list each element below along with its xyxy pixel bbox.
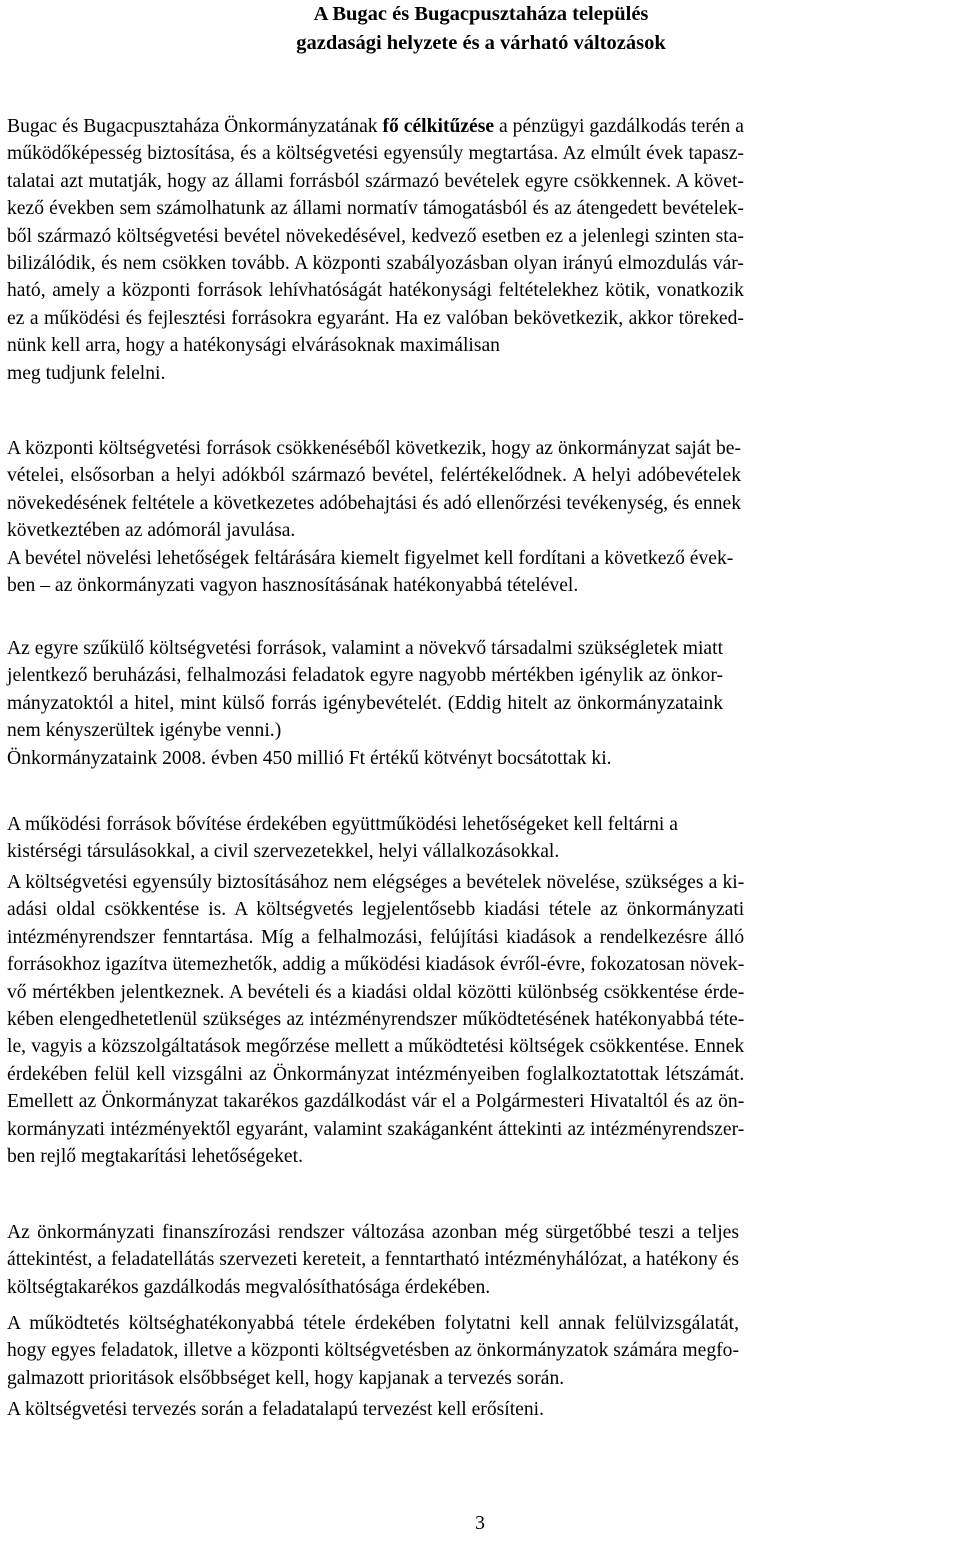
paragraph-line: A bevétel növelési lehetőségek feltárására kiemelt figyelmet kell fordítani a következő évek-: [7, 548, 734, 569]
paragraph-line: talatai azt mutatják, hogy az állami forrásból származó bevételek egyre csökkennek. A követ-: [7, 170, 744, 192]
paragraph-budget-balance: [7, 869, 744, 1170]
paragraph-line: A költségvetési tervezés során a feladatalapú tervezést kell erősíteni.: [7, 1399, 544, 1420]
paragraph-line: ben – az önkormányzati vagyon hasznosításának hatékonyabbá tételével.: [7, 575, 579, 597]
paragraph-line: ható, amely a központi források lehívhatóságát hatékonysági feltételekhez kötik, vonatkozik: [7, 280, 744, 302]
paragraph-line: mányzatoktól a hitel, mint külső forrás igénybevételét. (Eddig hitelt az önkormányzataink: [7, 692, 724, 714]
paragraph-objectives: [7, 113, 744, 387]
paragraph-line: ből származó költségvetési bevétel növekedésével, kedvező esetben ez a jelenlegi szinten sta-: [7, 225, 744, 247]
title-line-1: A Bugac és Bugacpusztaháza település: [313, 3, 649, 25]
paragraph-line: kormányzati intézményektől egyaránt, valamint szakáganként áttekinti az intézményrendszer-: [7, 1118, 745, 1140]
page-number: 3: [475, 1513, 485, 1534]
paragraph-line: Önkormányzataink 2008. évben 450 millió Ft értékű kötvényt bocsátottak ki.: [7, 747, 612, 769]
paragraph-line: következtében az adómorál javulása.: [7, 520, 296, 542]
paragraph-line: Az önkormányzati finanszírozási rendszer változása azonban még sürgetőbbé teszi a teljes: [7, 1222, 739, 1243]
paragraph-line: forrásokhoz igazítva ütemezhetők, addig a működési kiadások évről-évre, fokozatosan növek-: [7, 954, 745, 976]
paragraph-cooperation: [7, 811, 678, 866]
paragraph-line: nem kényszerültek igénybe venni.): [7, 720, 282, 742]
paragraph-line: jelentkező beruházási, felhalmozási feladatok egyre nagyobb mértékben igénylik az önkor-: [7, 665, 724, 687]
paragraph-line: vő mértékben jelentkeznek. A bevételi és a kiadási oldal közötti különbség csökkentése érde-: [7, 981, 745, 1003]
paragraph-revenue-growth: [7, 545, 733, 600]
emphasis-main-goal: fő célkitűzése: [382, 116, 495, 137]
paragraph-line: kében elengedhetetlenül szükséges az intézményrendszer működtetésének hatékonyabbá téte-: [7, 1009, 745, 1031]
paragraph-line: le, vagyis a közszolgáltatások megőrzése mellett a működtetési költségek csökkentése. Ennek: [7, 1036, 745, 1058]
paragraph-task-based-planning: [7, 1396, 544, 1423]
title-line-2: gazdasági helyzete és a várható változások: [296, 32, 666, 54]
paragraph-line: áttekintést, a feladatellátás szervezeti kereteit, a fenntartható intézményhálózat, a hatékony és: [7, 1249, 739, 1271]
paragraph-line: [7, 113, 744, 140]
paragraph-line: érdekében felül kell vizsgálni az Önkormányzat intézményeiben foglalkoztatottak létszámát.: [7, 1063, 745, 1085]
paragraph-line: Emellett az Önkormányzat takarékos gazdálkodást vár el a Polgármesteri Hivataltól és az ön-: [7, 1091, 745, 1113]
paragraph-cost-efficiency: [7, 1310, 739, 1392]
paragraph-local-revenue: [7, 435, 741, 545]
paragraph-line: költségtakarékos gazdálkodás megvalósíthatósága érdekében.: [7, 1276, 491, 1298]
document-title: [7, 0, 955, 58]
paragraph-line: A működési források bővítése érdekében együttműködési lehetőségeket kell feltárni a: [7, 814, 678, 835]
paragraph-line: adási oldal csökkentése is. A költségvetés legjelentősebb kiadási tétele az önkormányzati: [7, 899, 745, 921]
paragraph-line: intézményrendszer fenntartása. Míg a felhalmozási, felújítási kiadások a rendelkezésre álló: [7, 926, 745, 948]
paragraph-line: vételei, elsősorban a helyi adókból származó bevétel, felértékelődnek. A helyi adóbevételek: [7, 465, 741, 487]
paragraph-financing-system: [7, 1219, 739, 1301]
paragraph-line: meg tudjunk felelni.: [7, 362, 166, 384]
document-page: [7, 0, 955, 1420]
paragraph-line: hogy egyes feladatok, illetve a központi költségvetésben az önkormányzatok számára megfo-: [7, 1340, 739, 1362]
paragraph-line: A költségvetési egyensúly biztosításához nem elégséges a bevételek növelése, szükséges a ki-: [7, 872, 745, 893]
paragraph-line: nünk kell arra, hogy a hatékonysági elvárásoknak maximálisan: [7, 335, 500, 357]
paragraph-line: kistérségi társulásokkal, a civil szervezetekkel, helyi vállalkozásokkal.: [7, 841, 560, 863]
paragraph-line: A központi költségvetési források csökkenéséből következik, hogy az önkormányzat saját be-: [7, 438, 741, 459]
paragraph-line: működőképesség biztosítása, és a költségvetési egyensúly megtartása. Az elmúlt évek tapasz-: [7, 143, 744, 165]
text-run: Bugac és Bugacpusztaháza Önkormányzatának: [7, 116, 383, 137]
paragraph-line: ben rejlő megtakarítási lehetőségeket.: [7, 1146, 303, 1168]
paragraph-line: ez a működési és fejlesztési forrásokra egyaránt. Ha ez valóban bekövetkezik, akkor töreked-: [7, 307, 744, 329]
paragraph-line: növekedésének feltétele a következetes adóbehajtási és adó ellenőrzési tevékenység, és ennek: [7, 492, 741, 514]
paragraph-line: A működtetés költséghatékonyabbá tétele érdekében folytatni kell annak felülvizsgálatát,: [7, 1313, 739, 1334]
paragraph-line: galmazott prioritások elsőbbséget kell, hogy kapjanak a tervezés során.: [7, 1367, 565, 1389]
paragraph-line: Az egyre szűkülő költségvetési források, valamint a növekvő társadalmi szükségletek miatt: [7, 638, 724, 659]
paragraph-line: bilizálódik, és nem csökken tovább. A központi szabályozásban olyan irányú elmozdulás vár-: [7, 253, 744, 275]
paragraph-credit: [7, 635, 723, 772]
paragraph-line: kező években sem számolhatunk az állami normatív támogatásból és az átengedett bevételek-: [7, 198, 744, 220]
text-run: a pénzügyi gazdálkodás terén a: [494, 116, 744, 137]
